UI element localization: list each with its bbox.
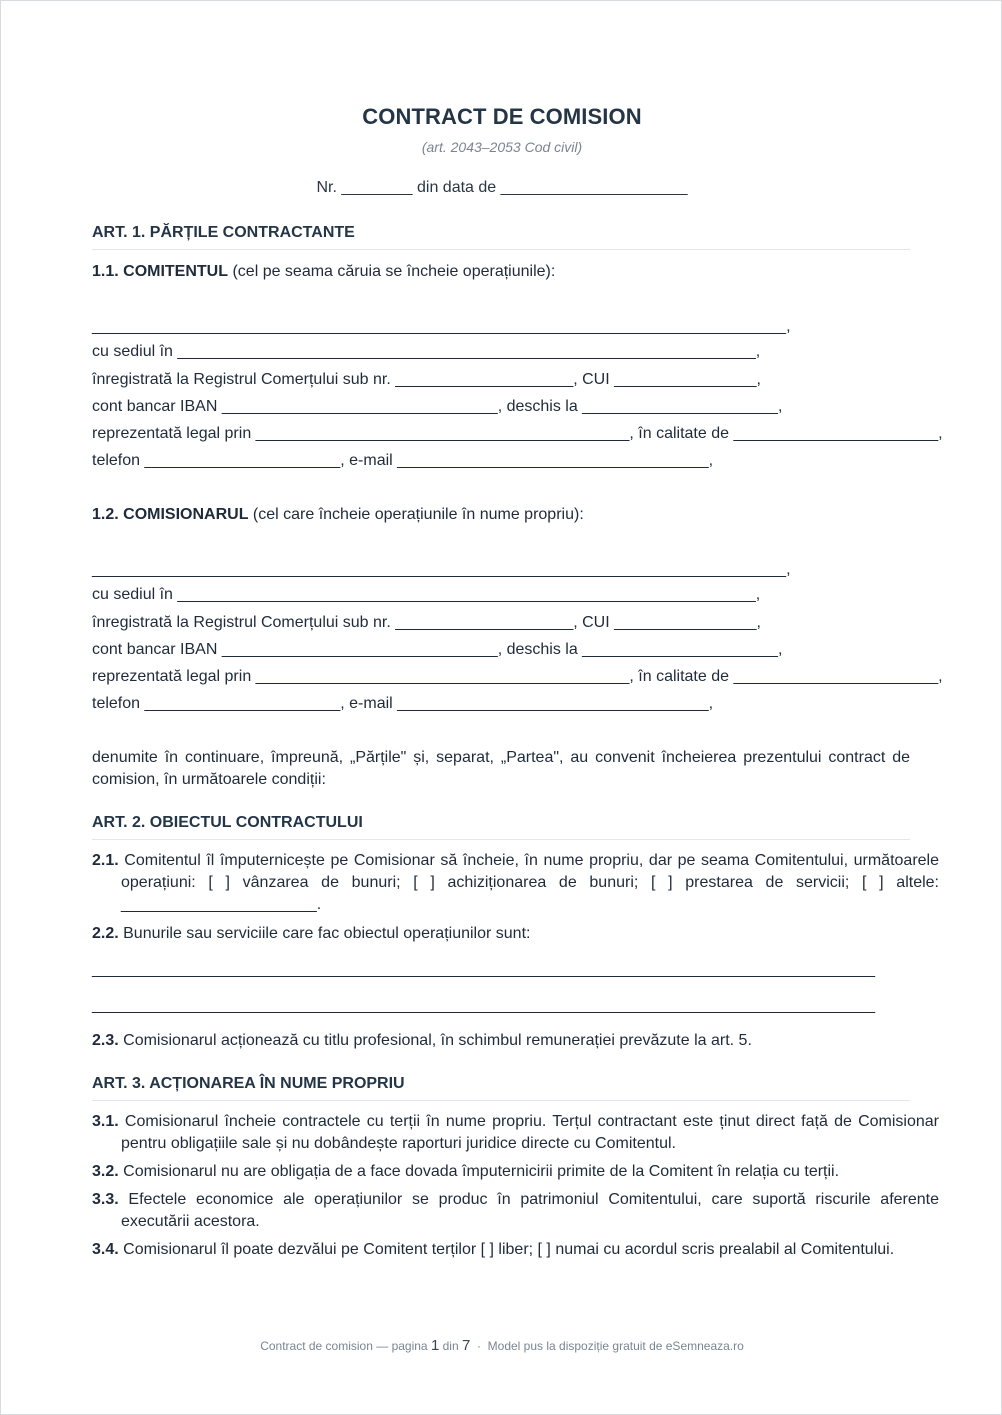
comisionar-bank-line: cont bancar IBAN _______________________________, deschis la ______________________,: [92, 641, 783, 658]
footer-page-number: 1: [430, 1337, 440, 1354]
p33-text: Efectele economice ale operațiunilor se produc în patrimoniul Comitentului, care suportă riscurile aferente executării acestora.: [118, 1191, 939, 1230]
comisionar-registry-line: înregistrată la Registrul Comerțului sub nr. ____________________, CUI ________________,: [92, 614, 761, 631]
art3-heading: ART. 3. ACȚIONAREA ÎN NUME PROPRIU: [92, 1075, 910, 1101]
p23-text: Comisionarul acționează cu titlu profesional, în schimbul remunerației prevăzute la art. 5.: [118, 1032, 752, 1049]
p34: [92, 1239, 939, 1261]
comitent-registry-line: înregistrată la Registrul Comerțului sub nr. ____________________, CUI ________________,: [92, 371, 761, 388]
comitent-name-line: ______________________________________________________________________________,: [92, 318, 791, 335]
footer-of-text: din: [439, 1339, 462, 1353]
comitent-representative-line: reprezentată legal prin __________________________________________, în calitate de _______________________,: [92, 425, 943, 442]
comitent-seat-line: cu sediul în _________________________________________________________________,: [92, 343, 761, 360]
comisionar-contact-line: telefon ______________________, e-mail ___________________________________,: [92, 695, 714, 712]
p33-number: 3.3.: [92, 1191, 119, 1208]
p34-text: Comisionarul îl poate dezvălui pe Comitent terților [ ] liber; [ ] numai cu acordul scris prealabil al Comitentului.: [118, 1241, 895, 1258]
p22-number: 2.2.: [92, 925, 119, 942]
p22: [92, 923, 910, 945]
number-date-line: Nr. ________ din data de _____________________: [316, 179, 688, 196]
parties-closing-text: denumite în continuare, împreună, „Părțile" și, separat, „Partea", au convenit încheierea prezentului contract de comision, în următoarele condiții:: [92, 749, 910, 788]
p31-text: Comisionarul încheie contractele cu terții în nume propriu. Terțul contractant este ținut direct față de Comisionar pentru obligațiile sale și nu dobândește raporturi juridice directe cu Comitentul.: [118, 1113, 939, 1152]
p33: [92, 1189, 939, 1233]
footer-total-pages: 7: [461, 1337, 471, 1354]
p12-number: 1.2. COMISIONARUL: [92, 506, 249, 523]
footer-right-text: · Model pus la dispoziție gratuit de eSemneaza.ro: [470, 1339, 744, 1353]
footer-left-text: Contract de comision — pagina: [260, 1339, 431, 1353]
comisionar-name-line: ______________________________________________________________________________,: [92, 561, 791, 578]
p11-text: (cel pe seama căruia se încheie operațiunile):: [228, 263, 556, 280]
p21: [92, 850, 939, 916]
art1-heading: ART. 1. PĂRȚILE CONTRACTANTE: [92, 224, 910, 250]
comitent-contact-line: telefon ______________________, e-mail ___________________________________,: [92, 452, 714, 469]
document-title: CONTRACT DE COMISION: [362, 104, 642, 129]
p32-text: Comisionarul nu are obligația de a face dovada împuternicirii primite de la Comitent în relația cu terții.: [118, 1163, 840, 1180]
p12-text: (cel care încheie operațiunile în nume propriu):: [248, 506, 584, 523]
p23: [92, 1030, 910, 1052]
art2-heading: ART. 2. OBIECTUL CONTRACTULUI: [92, 814, 910, 840]
p32-number: 3.2.: [92, 1163, 119, 1180]
object-blank-line-2: ________________________________________________________________________________________: [92, 997, 876, 1014]
p11-intro: [92, 261, 910, 283]
p31: [92, 1111, 939, 1155]
object-blank-line-1: ________________________________________________________________________________________: [92, 961, 876, 978]
comisionar-seat-line: cu sediul în _________________________________________________________________,: [92, 586, 761, 603]
p31-number: 3.1.: [92, 1113, 119, 1130]
p11-number: 1.1. COMITENTUL: [92, 263, 229, 280]
p21-number: 2.1.: [92, 852, 119, 869]
p23-number: 2.3.: [92, 1032, 119, 1049]
comitent-bank-line: cont bancar IBAN _______________________________, deschis la ______________________,: [92, 398, 783, 415]
p32: [92, 1161, 939, 1183]
p34-number: 3.4.: [92, 1241, 119, 1258]
comisionar-representative-line: reprezentată legal prin __________________________________________, în calitate de _______________________,: [92, 668, 943, 685]
p12-intro: [92, 504, 910, 526]
p22-text: Bunurile sau serviciile care fac obiectul operațiunilor sunt:: [118, 925, 531, 942]
document-subtitle: (art. 2043–2053 Cod civil): [421, 139, 583, 155]
p21-text: Comitentul îl împuternicește pe Comisionar să încheie, în nume propriu, dar pe seama Comitentului, următoarele operațiuni: [ ] vânzarea de bunuri; [ ] achiziționarea de bunuri; [ ] prestarea de servicii; [ ] altele: ______________________.: [118, 852, 939, 913]
page-footer: [1, 1337, 1002, 1354]
